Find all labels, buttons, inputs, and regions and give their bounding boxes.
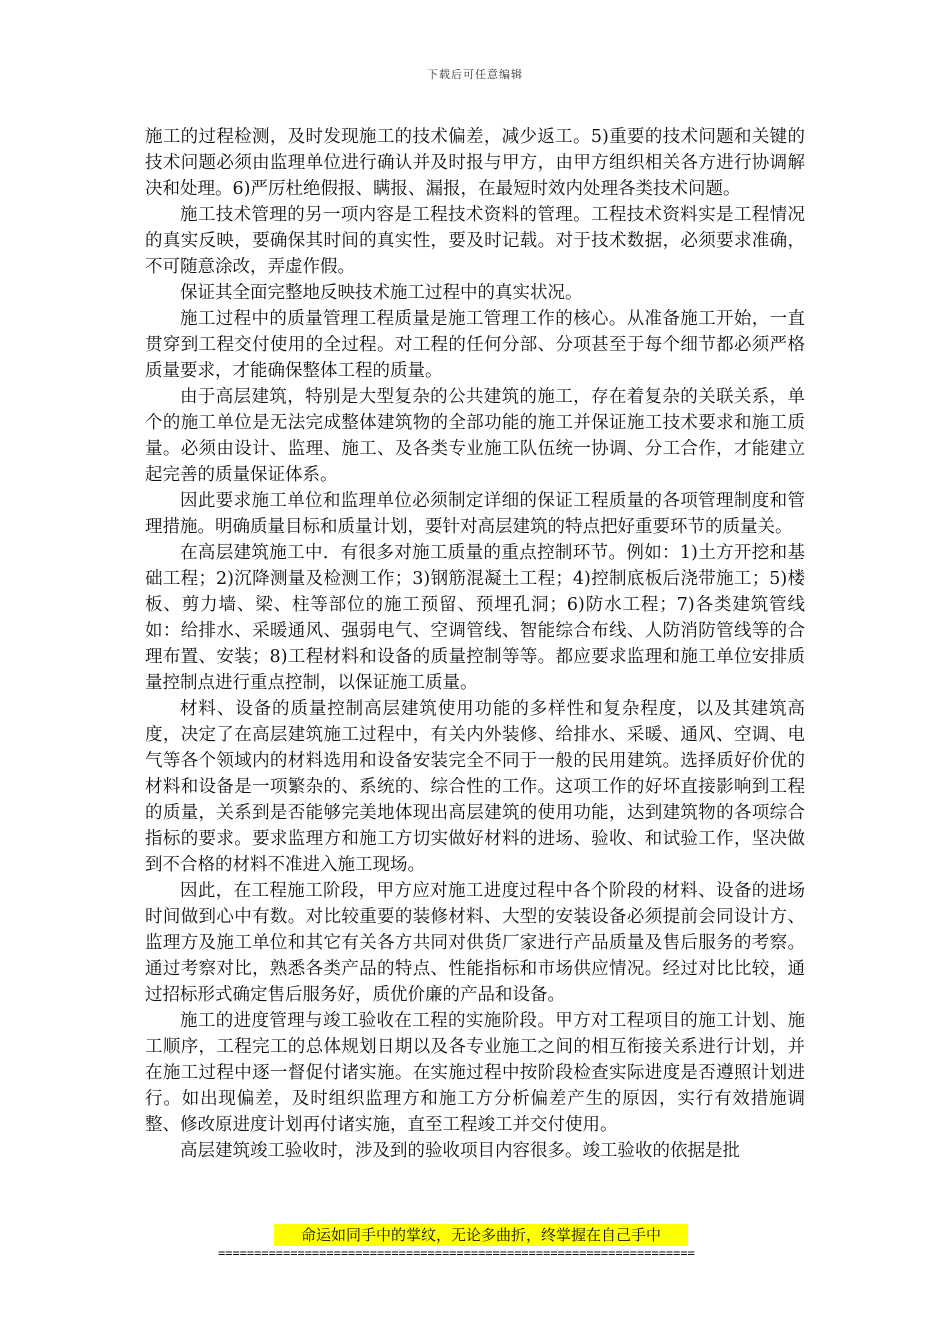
paragraph: 因此，在工程施工阶段，甲方应对施工进度过程中各个阶段的材料、设备的进场时间做到心中有数。对比较重要的装修材料、大型的安装设备必须提前会同设计方、监理方及施工单位和其它有关各方共同对供货厂家进行产品质量及售后服务的考察。通过考察对比，熟悉各类产品的特点、性能指标和市场供应情况。经过对比比较，通过招标形式确定售后服务好，质优价廉的产品和设备。 [145, 881, 805, 1005]
paragraph: 由于高层建筑，特别是大型复杂的公共建筑的施工，存在着复杂的关联关系，单个的施工单位是无法完成整体建筑物的全部功能的施工并保证施工技术要求和施工质量。必须由设计、监理、施工、及各类专业施工队伍统一协调、分工合作，才能建立起完善的质量保证体系。 [145, 387, 805, 485]
paragraph: 材料、设备的质量控制高层建筑使用功能的多样性和复杂程度，以及其建筑高度，决定了在高层建筑施工过程中，有关内外装修、给排水、采暖、通风、空调、电气等各个领域内的材料选用和设备安装完全不同于一般的民用建筑。选择质好价优的材料和设备是一项繁杂的、系统的、综合性的工作。这项工作的好坏直接影响到工程的质量，关系到是否能够完美地体现出高层建筑的使用功能，达到建筑物的各项综合指标的要求。要求监理方和施工方切实做好材料的进场、验收、和试验工作，坚决做到不合格的材料不准进入施工现场。 [145, 699, 805, 875]
paragraph: 施工技术管理的另一项内容是工程技术资料的管理。工程技术资料实是工程情况的真实反映，要确保其时间的真实性，要及时记载。对于技术数据，必须要求准确，不可随意涂改，弄虚作假。 [145, 205, 805, 277]
header-note: 下载后可任意编辑 [427, 68, 523, 81]
paragraph: 高层建筑竣工验收时，涉及到的验收项目内容很多。竣工验收的依据是批 [180, 1141, 740, 1161]
footer-banner: 命运如同手中的掌纹，无论多曲折，终掌握在自己手中 [274, 1224, 688, 1246]
paragraph-continuation: 施工的过程检测，及时发现施工的技术偏差，减少返工。5)重要的技术问题和关键的技术问题必须由监理单位进行确认并及时报与甲方，由甲方组织相关各方进行协调解决和处理。6)严厉杜绝假报、瞒报、漏报，在最短时效内处理各类技术问题。 [145, 127, 805, 199]
paragraph: 在高层建筑施工中．有很多对施工质量的重点控制环节。例如：1)土方开挖和基础工程；2)沉降测量及检测工作；3)钢筋混凝土工程；4)控制底板后浇带施工；5)楼板、剪力墙、梁、柱等部位的施工预留、预埋孔洞；6)防水工程；7)各类建筑管线如：给排水、采暖通风、强弱电气、空调管线、智能综合布线、人防消防管线等的合理布置、安装；8)工程材料和设备的质量控制等等。都应要求监理和施工单位安排质量控制点进行重点控制，以保证施工质量。 [145, 543, 805, 693]
body-text [145, 124, 805, 1164]
paragraph: 施工过程中的质量管理工程质量是施工管理工作的核心。从准备施工开始，一直贯穿到工程交付使用的全过程。对工程的任何分部、分项甚至于每个细节都必须严格质量要求，才能确保整体工程的质量。 [145, 309, 805, 381]
footer-rule: ================================================================== [218, 1246, 695, 1260]
paragraph: 保证其全面完整地反映技术施工过程中的真实状况。 [180, 283, 583, 303]
paragraph: 施工的进度管理与竣工验收在工程的实施阶段。甲方对工程项目的施工计划、施工顺序，工程完工的总体规划日期以及各专业施工之间的相互衔接关系进行计划，并在施工过程中逐一督促付诸实施。在实施过程中按阶段检查实际进度是否遵照计划进行。如出现偏差，及时组织监理方和施工方分析偏差产生的原因，实行有效措施调整、修改原进度计划再付诸实施，直至工程竣工并交付使用。 [145, 1011, 805, 1135]
paragraph: 因此要求施工单位和监理单位必须制定详细的保证工程质量的各项管理制度和管理措施。明确质量目标和质量计划，要针对高层建筑的特点把好重要环节的质量关。 [145, 491, 805, 537]
